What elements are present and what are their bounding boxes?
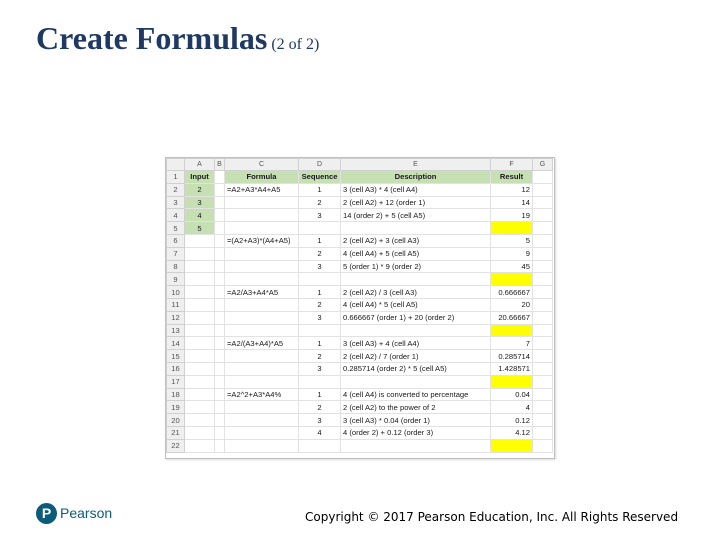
cell-sequence[interactable] bbox=[299, 375, 341, 388]
cell-input[interactable] bbox=[185, 234, 215, 247]
cell-sequence[interactable]: 1 bbox=[299, 337, 341, 350]
cell-sequence[interactable]: 2 bbox=[299, 401, 341, 414]
column-header-a[interactable]: A bbox=[185, 159, 215, 171]
cell-b[interactable] bbox=[215, 324, 225, 337]
cell-description[interactable]: 3 (cell A3) + 4 (cell A4) bbox=[341, 337, 491, 350]
cell-sequence[interactable]: 1 bbox=[299, 286, 341, 299]
cell-b[interactable] bbox=[215, 222, 225, 235]
table-row bbox=[167, 260, 553, 273]
cell-formula[interactable] bbox=[225, 324, 299, 337]
cell-input[interactable]: 5 bbox=[185, 222, 215, 235]
cell-formula[interactable]: =A2^2+A3*A4% bbox=[225, 388, 299, 401]
cell-input[interactable] bbox=[185, 401, 215, 414]
cell-input[interactable]: Input bbox=[185, 171, 215, 184]
cell-description[interactable]: 4 (cell A4) * 5 (cell A5) bbox=[341, 298, 491, 311]
cell-input[interactable]: 4 bbox=[185, 209, 215, 222]
cell-formula[interactable]: =A2/(A3+A4)*A5 bbox=[225, 337, 299, 350]
cell-g[interactable] bbox=[533, 426, 553, 439]
row-header[interactable]: 19 bbox=[167, 401, 185, 414]
cell-formula[interactable]: Formula bbox=[225, 171, 299, 184]
cell-sequence[interactable]: 3 bbox=[299, 209, 341, 222]
cell-result[interactable]: 9 bbox=[491, 247, 533, 260]
cell-result[interactable]: 4.12 bbox=[491, 426, 533, 439]
cell-description[interactable]: 2 (cell A2) + 3 (cell A3) bbox=[341, 234, 491, 247]
cell-b[interactable] bbox=[215, 375, 225, 388]
cell-formula[interactable] bbox=[225, 439, 299, 452]
cell-g[interactable] bbox=[533, 234, 553, 247]
cell-formula[interactable] bbox=[225, 196, 299, 209]
cell-formula[interactable] bbox=[225, 273, 299, 286]
row-header[interactable]: 18 bbox=[167, 388, 185, 401]
cell-result[interactable]: 0.285714 bbox=[491, 350, 533, 363]
cell-g[interactable] bbox=[533, 298, 553, 311]
cell-g[interactable] bbox=[533, 286, 553, 299]
cell-sequence[interactable]: 1 bbox=[299, 388, 341, 401]
column-header-e[interactable]: E bbox=[341, 159, 491, 171]
cell-result[interactable]: 0.04 bbox=[491, 388, 533, 401]
cell-g[interactable] bbox=[533, 222, 553, 235]
pearson-logo-text: Pearson bbox=[60, 505, 113, 521]
cell-sequence[interactable]: 1 bbox=[299, 183, 341, 196]
cell-input[interactable] bbox=[185, 426, 215, 439]
cell-g[interactable] bbox=[533, 401, 553, 414]
cell-description[interactable]: 4 (cell A4) is converted to percentage bbox=[341, 388, 491, 401]
cell-g[interactable] bbox=[533, 183, 553, 196]
table-row bbox=[167, 273, 553, 286]
table-row bbox=[167, 426, 553, 439]
row-header[interactable]: 4 bbox=[167, 209, 185, 222]
cell-sequence[interactable]: 2 bbox=[299, 350, 341, 363]
cell-description[interactable]: Description bbox=[341, 171, 491, 184]
cell-g[interactable] bbox=[533, 273, 553, 286]
cell-formula[interactable]: =A2/A3+A4*A5 bbox=[225, 286, 299, 299]
cell-g[interactable] bbox=[533, 171, 553, 184]
cell-g[interactable] bbox=[533, 247, 553, 260]
table-row bbox=[167, 247, 553, 260]
cell-g[interactable] bbox=[533, 388, 553, 401]
column-header-g[interactable]: G bbox=[533, 159, 553, 171]
table-row bbox=[167, 311, 553, 324]
cell-formula[interactable] bbox=[225, 209, 299, 222]
cell-g[interactable] bbox=[533, 311, 553, 324]
cell-formula[interactable] bbox=[225, 426, 299, 439]
table-row bbox=[167, 234, 553, 247]
cell-b[interactable] bbox=[215, 247, 225, 260]
cell-description[interactable]: 3 (cell A3) * 0.04 (order 1) bbox=[341, 414, 491, 427]
cell-description[interactable]: 4 (cell A4) + 5 (cell A5) bbox=[341, 247, 491, 260]
cell-formula[interactable] bbox=[225, 401, 299, 414]
row-header[interactable]: 14 bbox=[167, 337, 185, 350]
column-header-c[interactable]: C bbox=[225, 159, 299, 171]
row-header[interactable]: 15 bbox=[167, 350, 185, 363]
pearson-logo bbox=[36, 500, 112, 526]
row-header[interactable]: 22 bbox=[167, 439, 185, 452]
table-row bbox=[167, 375, 553, 388]
spreadsheet-grid bbox=[166, 158, 553, 453]
row-header[interactable]: 9 bbox=[167, 273, 185, 286]
cell-formula[interactable] bbox=[225, 311, 299, 324]
cell-b[interactable] bbox=[215, 414, 225, 427]
copyright-notice: Copyright © 2017 Pearson Education, Inc. All Rights Reserved bbox=[305, 510, 679, 524]
cell-b[interactable] bbox=[215, 350, 225, 363]
table-row bbox=[167, 222, 553, 235]
cell-g[interactable] bbox=[533, 414, 553, 427]
cell-b[interactable] bbox=[215, 209, 225, 222]
cell-sequence[interactable]: 2 bbox=[299, 298, 341, 311]
cell-result[interactable]: 0.12 bbox=[491, 414, 533, 427]
row-header[interactable]: 2 bbox=[167, 183, 185, 196]
table-header-row bbox=[167, 171, 553, 184]
cell-description[interactable]: 2 (cell A2) to the power of 2 bbox=[341, 401, 491, 414]
cell-b[interactable] bbox=[215, 388, 225, 401]
cell-description[interactable]: 2 (cell A2) / 3 (cell A3) bbox=[341, 286, 491, 299]
table-row bbox=[167, 298, 553, 311]
cell-b[interactable] bbox=[215, 362, 225, 375]
cell-sequence[interactable]: 1 bbox=[299, 234, 341, 247]
cell-description[interactable]: 5 (order 1) * 9 (order 2) bbox=[341, 260, 491, 273]
cell-sequence[interactable] bbox=[299, 439, 341, 452]
column-header-b[interactable]: B bbox=[215, 159, 225, 171]
pearson-p-letter: P bbox=[41, 505, 52, 521]
table-row bbox=[167, 196, 553, 209]
cell-sequence[interactable]: 3 bbox=[299, 414, 341, 427]
cell-description[interactable] bbox=[341, 273, 491, 286]
cell-input[interactable] bbox=[185, 298, 215, 311]
cell-formula[interactable] bbox=[225, 362, 299, 375]
cell-result[interactable]: 20.66667 bbox=[491, 311, 533, 324]
slide-title-main: Create Formulas bbox=[36, 20, 268, 56]
slide-title-subtitle: (2 of 2) bbox=[271, 36, 320, 53]
row-header[interactable]: 6 bbox=[167, 234, 185, 247]
cell-description[interactable]: 14 (order 2) + 5 (cell A5) bbox=[341, 209, 491, 222]
slide-title bbox=[36, 20, 319, 57]
column-header-row bbox=[167, 159, 553, 171]
cell-sequence[interactable]: 3 bbox=[299, 362, 341, 375]
cell-b[interactable] bbox=[215, 337, 225, 350]
cell-result[interactable] bbox=[491, 439, 533, 452]
cell-result[interactable]: 1.428571 bbox=[491, 362, 533, 375]
cell-result[interactable]: 12 bbox=[491, 183, 533, 196]
cell-g[interactable] bbox=[533, 439, 553, 452]
spreadsheet-screenshot bbox=[165, 157, 555, 459]
cell-result[interactable]: 14 bbox=[491, 196, 533, 209]
cell-result[interactable]: Result bbox=[491, 171, 533, 184]
table-row bbox=[167, 324, 553, 337]
cell-description[interactable]: 2 (cell A2) / 7 (order 1) bbox=[341, 350, 491, 363]
row-header[interactable]: 20 bbox=[167, 414, 185, 427]
cell-result[interactable]: 45 bbox=[491, 260, 533, 273]
cell-g[interactable] bbox=[533, 375, 553, 388]
row-header[interactable]: 16 bbox=[167, 362, 185, 375]
cell-input[interactable] bbox=[185, 388, 215, 401]
cell-input[interactable] bbox=[185, 324, 215, 337]
cell-input[interactable] bbox=[185, 311, 215, 324]
cell-sequence[interactable]: 3 bbox=[299, 311, 341, 324]
cell-input[interactable] bbox=[185, 337, 215, 350]
cell-g[interactable] bbox=[533, 337, 553, 350]
cell-formula[interactable] bbox=[225, 222, 299, 235]
cell-formula[interactable] bbox=[225, 247, 299, 260]
cell-g[interactable] bbox=[533, 196, 553, 209]
cell-input[interactable] bbox=[185, 350, 215, 363]
cell-description[interactable]: 4 (order 2) + 0.12 (order 3) bbox=[341, 426, 491, 439]
cell-description[interactable] bbox=[341, 324, 491, 337]
cell-description[interactable] bbox=[341, 439, 491, 452]
cell-b[interactable] bbox=[215, 234, 225, 247]
cell-description[interactable] bbox=[341, 222, 491, 235]
row-header[interactable]: 8 bbox=[167, 260, 185, 273]
table-row bbox=[167, 337, 553, 350]
cell-sequence[interactable] bbox=[299, 222, 341, 235]
cell-input[interactable] bbox=[185, 439, 215, 452]
cell-sequence[interactable]: 2 bbox=[299, 247, 341, 260]
cell-sequence[interactable]: Sequence bbox=[299, 171, 341, 184]
table-row bbox=[167, 439, 553, 452]
cell-description[interactable]: 3 (cell A3) * 4 (cell A4) bbox=[341, 183, 491, 196]
cell-b[interactable] bbox=[215, 311, 225, 324]
cell-formula[interactable]: =(A2+A3)*(A4+A5) bbox=[225, 234, 299, 247]
select-all-corner[interactable] bbox=[167, 159, 185, 171]
cell-formula[interactable] bbox=[225, 375, 299, 388]
cell-input[interactable]: 3 bbox=[185, 196, 215, 209]
cell-b[interactable] bbox=[215, 196, 225, 209]
cell-input[interactable] bbox=[185, 375, 215, 388]
cell-g[interactable] bbox=[533, 350, 553, 363]
cell-result[interactable]: 19 bbox=[491, 209, 533, 222]
row-header[interactable]: 1 bbox=[167, 171, 185, 184]
cell-b[interactable] bbox=[215, 401, 225, 414]
cell-description[interactable] bbox=[341, 375, 491, 388]
table-row bbox=[167, 183, 553, 196]
cell-result[interactable]: 7 bbox=[491, 337, 533, 350]
cell-sequence[interactable]: 4 bbox=[299, 426, 341, 439]
table-row bbox=[167, 414, 553, 427]
cell-formula[interactable] bbox=[225, 414, 299, 427]
row-header[interactable]: 21 bbox=[167, 426, 185, 439]
table-row bbox=[167, 362, 553, 375]
table-row bbox=[167, 350, 553, 363]
cell-input[interactable] bbox=[185, 247, 215, 260]
cell-b[interactable] bbox=[215, 260, 225, 273]
cell-input[interactable] bbox=[185, 362, 215, 375]
row-header[interactable]: 11 bbox=[167, 298, 185, 311]
cell-sequence[interactable]: 3 bbox=[299, 260, 341, 273]
cell-input[interactable] bbox=[185, 273, 215, 286]
cell-b[interactable] bbox=[215, 171, 225, 184]
cell-b[interactable] bbox=[215, 286, 225, 299]
table-row bbox=[167, 401, 553, 414]
cell-g[interactable] bbox=[533, 324, 553, 337]
cell-formula[interactable]: =A2+A3*A4+A5 bbox=[225, 183, 299, 196]
cell-result[interactable]: 4 bbox=[491, 401, 533, 414]
cell-result[interactable] bbox=[491, 324, 533, 337]
cell-result[interactable]: 0.666667 bbox=[491, 286, 533, 299]
cell-input[interactable] bbox=[185, 260, 215, 273]
cell-formula[interactable] bbox=[225, 350, 299, 363]
cell-result[interactable]: 20 bbox=[491, 298, 533, 311]
row-header[interactable]: 13 bbox=[167, 324, 185, 337]
cell-input[interactable]: 2 bbox=[185, 183, 215, 196]
cell-description[interactable]: 0.666667 (order 1) + 20 (order 2) bbox=[341, 311, 491, 324]
table-row bbox=[167, 388, 553, 401]
cell-sequence[interactable] bbox=[299, 324, 341, 337]
row-header[interactable]: 12 bbox=[167, 311, 185, 324]
row-header[interactable]: 17 bbox=[167, 375, 185, 388]
row-header[interactable]: 10 bbox=[167, 286, 185, 299]
cell-result[interactable] bbox=[491, 222, 533, 235]
cell-sequence[interactable]: 2 bbox=[299, 196, 341, 209]
cell-formula[interactable] bbox=[225, 260, 299, 273]
row-header[interactable]: 7 bbox=[167, 247, 185, 260]
cell-result[interactable]: 5 bbox=[491, 234, 533, 247]
column-header-f[interactable]: F bbox=[491, 159, 533, 171]
cell-input[interactable] bbox=[185, 286, 215, 299]
cell-input[interactable] bbox=[185, 414, 215, 427]
cell-formula[interactable] bbox=[225, 298, 299, 311]
cell-result[interactable] bbox=[491, 273, 533, 286]
cell-b[interactable] bbox=[215, 439, 225, 452]
cell-g[interactable] bbox=[533, 260, 553, 273]
pearson-p-icon bbox=[36, 503, 57, 524]
cell-description[interactable]: 2 (cell A2) + 12 (order 1) bbox=[341, 196, 491, 209]
column-header-d[interactable]: D bbox=[299, 159, 341, 171]
cell-sequence[interactable] bbox=[299, 273, 341, 286]
cell-b[interactable] bbox=[215, 183, 225, 196]
row-header[interactable]: 3 bbox=[167, 196, 185, 209]
cell-b[interactable] bbox=[215, 426, 225, 439]
cell-g[interactable] bbox=[533, 362, 553, 375]
cell-result[interactable] bbox=[491, 375, 533, 388]
cell-b[interactable] bbox=[215, 298, 225, 311]
cell-g[interactable] bbox=[533, 209, 553, 222]
table-row bbox=[167, 286, 553, 299]
row-header[interactable]: 5 bbox=[167, 222, 185, 235]
table-row bbox=[167, 209, 553, 222]
cell-b[interactable] bbox=[215, 273, 225, 286]
cell-description[interactable]: 0.285714 (order 2) * 5 (cell A5) bbox=[341, 362, 491, 375]
